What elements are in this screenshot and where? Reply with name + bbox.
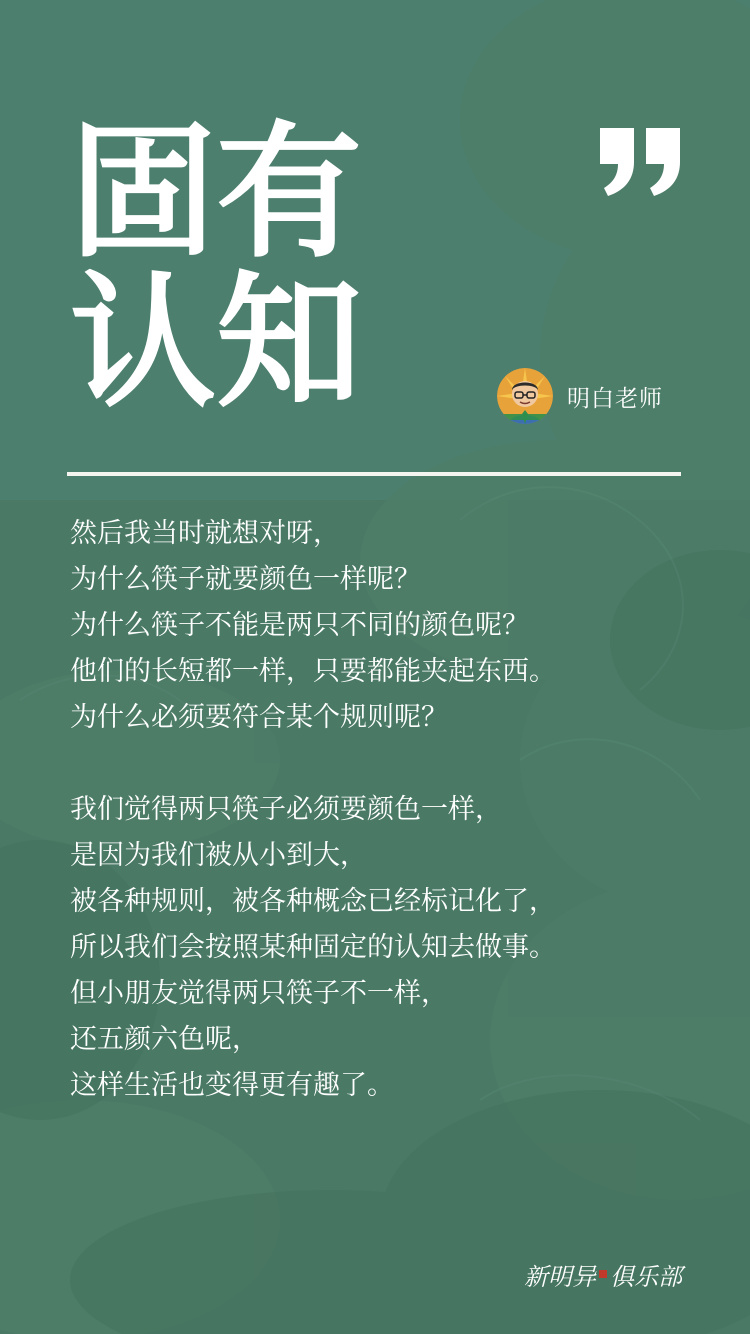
text-line: 还五颜六色呢， [70, 1024, 259, 1055]
divider [67, 472, 681, 476]
teacher-avatar-icon [497, 368, 553, 424]
closing-quote-icon [598, 126, 682, 196]
text-line: 是因为我们被从小到大， [70, 840, 367, 871]
text-line: 为什么筷子不能是两只不同的颜色呢？ [70, 610, 529, 641]
text-line: 所以我们会按照某种固定的认知去做事。 [70, 932, 556, 963]
club-logo-part2: 俱乐部 [610, 1262, 682, 1291]
text-line: 被各种规则，被各种概念已经标记化了， [70, 886, 556, 917]
text-line: 但小朋友觉得两只筷子不一样， [70, 978, 448, 1009]
club-logo-part1: 新明异 [524, 1262, 596, 1291]
text-line: 为什么筷子就要颜色一样呢？ [70, 564, 421, 595]
text-line: 他们的长短都一样，只要都能夹起东西。 [70, 656, 556, 687]
paragraph-2 [70, 787, 710, 1109]
text-line: 这样生活也变得更有趣了。 [70, 1070, 394, 1101]
paragraph-1 [70, 511, 710, 741]
text-line: 然后我当时就想对呀， [70, 518, 340, 549]
club-logo [524, 1256, 682, 1292]
article-body [70, 511, 710, 1109]
page-title [70, 107, 390, 428]
author-name: 明白老师 [567, 385, 663, 412]
text-line: 为什么必须要符合某个规则呢？ [70, 702, 448, 733]
title-line-2: 认知 [70, 257, 362, 428]
title-line-1: 固有 [70, 107, 362, 278]
seal-icon [599, 1270, 607, 1278]
author-info [497, 368, 663, 424]
text-line: 我们觉得两只筷子必须要颜色一样， [70, 794, 502, 825]
